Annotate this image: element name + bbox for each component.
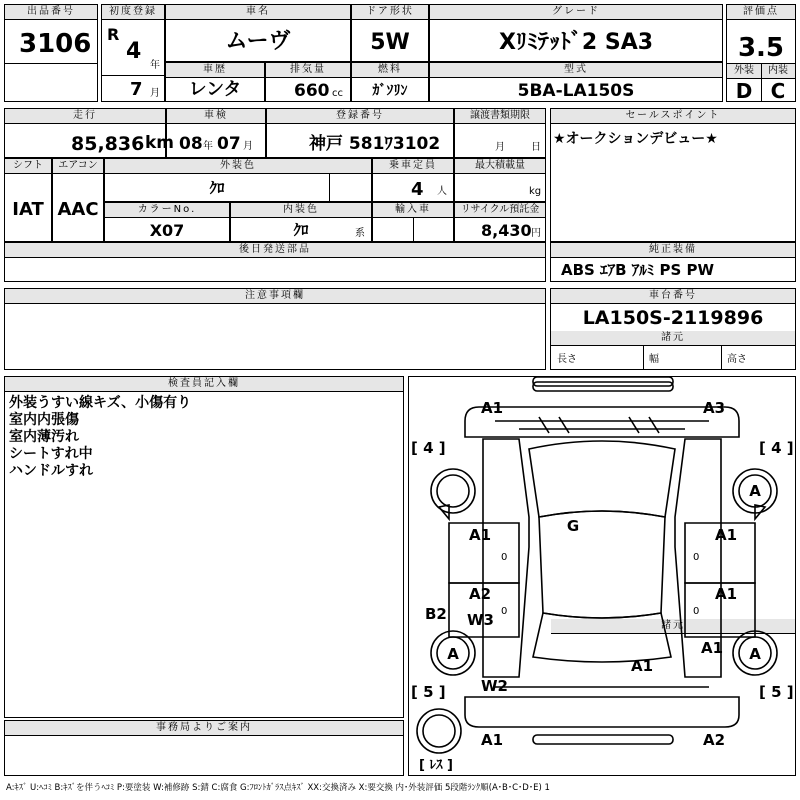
displacement-label: 排気量 [266, 63, 350, 78]
sales-point-label: セールスポイント [551, 109, 795, 124]
damage-left-rear-door-2: W3 [467, 611, 494, 629]
tire-rear-right: [ 5 ] [759, 683, 794, 701]
inspector-line: ハンドルすれ [9, 463, 93, 479]
inspector-line: 外装うすい線キズ、小傷有り [9, 395, 192, 411]
capacity-box [372, 158, 454, 202]
inspector-box [4, 376, 404, 718]
chassis-label: 車台番号 [551, 289, 795, 304]
recycle-box [454, 202, 546, 242]
reg-month: 7 [130, 79, 143, 100]
displacement: 660 [294, 81, 330, 101]
import-label: 輸入車 [373, 203, 453, 218]
damage-front-left: A1 [481, 399, 504, 417]
registration-number-box [266, 108, 454, 158]
grade-label: グレード [430, 5, 722, 20]
car-name: ムーヴ [225, 29, 291, 54]
damage-right-front-door: A1 [715, 526, 738, 544]
damage-rear-left: W2 [481, 677, 508, 695]
history: レンタ [188, 79, 242, 100]
later-delivery-box [4, 242, 546, 282]
damage-wheel-rear-left: A [447, 645, 459, 663]
score-box [726, 4, 796, 102]
color-number-box [104, 202, 230, 242]
lot-number-label: 出品番号 [5, 5, 97, 20]
max-load-unit: kg [529, 186, 542, 197]
recycle-fee: 8,430 [481, 221, 532, 240]
color-box [104, 158, 372, 202]
history-box [165, 62, 265, 102]
car-name-label: 車名 [166, 5, 350, 20]
later-delivery-label: 後日発送部品 [5, 243, 545, 258]
interior-grade: C [770, 79, 786, 103]
interior-color-unit: 系 [355, 228, 365, 239]
lot-number: 3106 [19, 29, 92, 59]
exterior-grade: D [735, 79, 753, 103]
spec-length: 長さ [557, 354, 577, 365]
inspection-year-unit: 年 [203, 141, 213, 152]
year-unit: 年 [150, 60, 160, 71]
fuel-box [351, 62, 429, 102]
color-number-label: カラーNo. [105, 203, 229, 218]
max-load-label: 最大積載量 [455, 159, 545, 174]
office-notice-box [4, 720, 404, 776]
chassis-number: LA150S-2119896 [582, 307, 764, 329]
score-label: 評価点 [727, 5, 795, 20]
shift-box [4, 158, 52, 242]
registration-number-label: 登録番号 [267, 109, 453, 124]
reg-year: 4 [126, 39, 142, 64]
capacity-label: 乗車定員 [373, 159, 453, 174]
aircon-box [52, 158, 104, 242]
inspection-box [166, 108, 266, 158]
damage-rear-center: A1 [631, 657, 654, 675]
damage-front-right: A3 [703, 399, 726, 417]
history-label: 車歴 [166, 63, 264, 78]
mileage: 85,836 [71, 133, 145, 155]
equipment-box [550, 242, 796, 282]
model: 5BA-LA150S [517, 81, 635, 101]
shift: IAT [12, 199, 44, 220]
max-load-box [454, 158, 546, 202]
model-label: 型式 [430, 63, 722, 78]
inspection-month-unit: 月 [243, 141, 253, 152]
right-front-door-mark: 0 [693, 552, 700, 563]
transfer-deadline-box [454, 108, 546, 158]
damage-diagram-box [408, 376, 796, 776]
sales-point-box [550, 108, 796, 242]
car-name-box [165, 4, 351, 62]
damage-rear-bumper-right: A2 [703, 731, 726, 749]
month-unit: 月 [150, 88, 160, 99]
transfer-month-unit: 月 [495, 142, 505, 153]
inspection-year: 08 [179, 134, 203, 154]
right-rear-door-mark: 0 [693, 606, 700, 617]
inspector-label: 検査員記入欄 [5, 377, 403, 392]
damage-roof: G [566, 517, 580, 535]
tire-front-right: [ 4 ] [759, 439, 794, 457]
equipment: ABS ｴｱB ｱﾙﾐ PS PW [561, 261, 715, 279]
damage-left-front-door: A1 [469, 526, 492, 544]
inspection-label: 車検 [167, 109, 265, 124]
damage-wheel-front-right: A [749, 482, 761, 500]
mileage-unit: km [145, 133, 175, 153]
inspector-line: 室内薄汚れ [9, 429, 79, 445]
spec-label-row: 諸元 [551, 331, 795, 346]
interior-color-label: 内装色 [231, 203, 371, 218]
recycle-unit: 円 [531, 228, 541, 239]
first-registration-box [101, 4, 165, 102]
inspector-line: シートすれ中 [9, 446, 93, 462]
damage-right-rear-door: A1 [715, 585, 738, 603]
door-label: ドア形状 [352, 5, 428, 20]
car-outline-diagram [409, 377, 795, 775]
tire-rear-left: [ 5 ] [411, 683, 446, 701]
tire-front-left: [ 4 ] [411, 439, 446, 457]
inspector-line: 室内内張傷 [9, 412, 79, 428]
grade-box [429, 4, 723, 62]
transfer-day-unit: 日 [531, 142, 541, 153]
color-number: X07 [149, 221, 185, 240]
lot-number-box [4, 4, 98, 102]
first-registration-label: 初度登録 [102, 5, 164, 20]
exterior-label: 外装 [727, 64, 761, 79]
recycle-label: リサイクル預託金 [455, 203, 545, 218]
mileage-label: 走行 [5, 109, 165, 124]
interior-color-box [230, 202, 372, 242]
grade: Xﾘﾐﾃｯﾄﾞ2 SA3 [498, 30, 654, 55]
spec-width: 幅 [649, 354, 659, 365]
fuel: ｶﾞｿﾘﾝ [372, 83, 408, 99]
color-label: 外装色 [105, 159, 371, 174]
damage-left-rear-door-1: A2 [469, 585, 492, 603]
inspection-month: 07 [217, 134, 241, 154]
office-notice-label: 事務局よりご案内 [5, 721, 403, 736]
displacement-box [265, 62, 351, 102]
era: R [107, 25, 120, 44]
aircon: AAC [57, 199, 99, 220]
door-type: 5W [370, 30, 410, 55]
damage-right-quarter: A1 [701, 639, 724, 657]
equipment-label: 純正装備 [551, 243, 795, 258]
displacement-unit: cc [332, 88, 343, 99]
transfer-deadline-label: 譲渡書類期限 [455, 109, 545, 124]
registration-number: 神戸 581ﾜ3102 [309, 134, 441, 154]
door-box [351, 4, 429, 62]
shift-label: シフト [5, 159, 51, 174]
damage-wheel-rear-right: A [749, 645, 761, 663]
left-rear-door-mark: 0 [501, 606, 508, 617]
mileage-box [4, 108, 175, 158]
model-box [429, 62, 723, 102]
notes-label: 注意事項欄 [5, 289, 545, 304]
aircon-label: エアコン [53, 159, 103, 174]
left-front-door-mark: 0 [501, 552, 508, 563]
score: 3.5 [737, 33, 785, 63]
capacity: 4 [411, 179, 424, 200]
legend: A:ｷｽﾞ U:ﾍｺﾐ B:ｷｽﾞを伴うﾍｺﾐ P:要塗装 W:補修跡 S:錆 C:腐食 G:ﾌﾛﾝﾄｶﾞﾗｽ点ｷｽﾞ XX:交換済み X:要交換 内･外装評価 5段階ﾗﾝｸ順(A･B･C･D･E) 1 [6, 783, 550, 793]
import-box [372, 202, 454, 242]
notes-box [4, 288, 546, 370]
sales-point: ★オークションデビュー★ [553, 131, 718, 147]
damage-left-sill: B2 [425, 605, 447, 623]
spare-tire-status: [ ﾚｽ ] [419, 758, 453, 773]
interior-label: 内装 [761, 64, 795, 79]
interior-color: ｸﾛ [293, 221, 309, 239]
spec-height: 高さ [727, 354, 747, 365]
fuel-label: 燃料 [352, 63, 428, 78]
color: ｸﾛ [209, 179, 225, 197]
damage-rear-bumper-left: A1 [481, 731, 504, 749]
capacity-unit: 人 [437, 186, 447, 197]
spec-label: 諸元 [551, 619, 795, 634]
